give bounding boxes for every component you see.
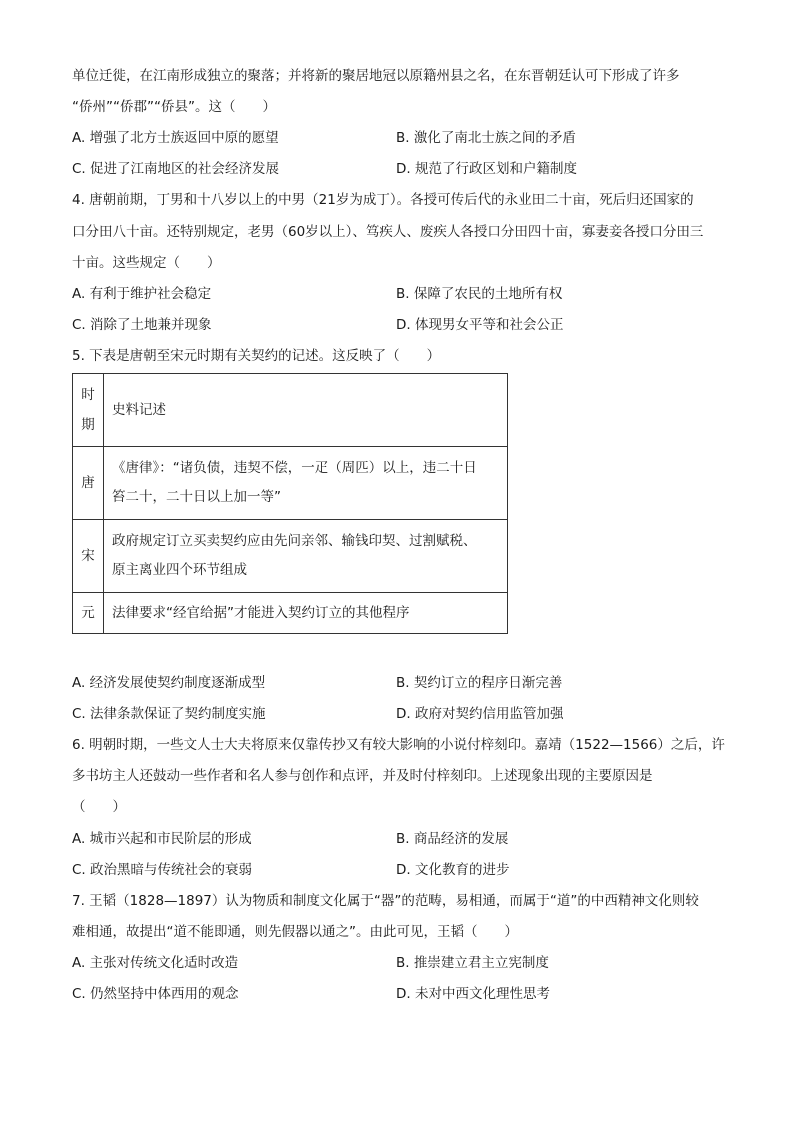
q4-option-b[interactable]: B. 保障了农民的土地所有权 — [396, 286, 563, 302]
q3-option-a[interactable]: A. 增强了北方士族返回中原的愿望 — [72, 130, 279, 146]
table-header-row — [73, 374, 508, 447]
q3-option-c[interactable]: C. 促进了江南地区的社会经济发展 — [72, 161, 280, 177]
q3-stem-line1: 单位迁徙，在江南形成独立的聚落；并将新的聚居地冠以原籍州县之名，在东晋朝廷认可下形成了许多 — [72, 68, 680, 84]
record-cell — [104, 447, 508, 520]
q6-option-d[interactable]: D. 文化教育的进步 — [396, 862, 510, 878]
q4-stem-line1: 4. 唐朝前期，丁男和十八岁以上的中男（21岁为成丁）。各授可传后代的永业田二十亩，死后归还国家的 — [72, 192, 694, 208]
q6-stem-line1: 6. 明朝时期，一些文人士大夫将原来仅靠传抄又有较大影响的小说付梓刻印。嘉靖（1522—1566）之后，许 — [72, 737, 725, 753]
q4-stem-line2: 口分田八十亩。还特别规定，老男（60岁以上）、笃疾人、废疾人各授口分田四十亩，寡妻妾各授口分田三 — [72, 224, 704, 240]
record-cell — [104, 593, 508, 634]
period-cell: 唐 — [73, 447, 104, 520]
q3-option-b[interactable]: B. 激化了南北士族之间的矛盾 — [396, 130, 576, 146]
record-line: 笞二十，二十日以上加一等” — [112, 489, 281, 505]
q4-option-d[interactable]: D. 体现男女平等和社会公正 — [396, 317, 564, 333]
q6-option-c[interactable]: C. 政治黑暗与传统社会的衰弱 — [72, 862, 253, 878]
q6-option-b[interactable]: B. 商品经济的发展 — [396, 831, 509, 847]
q6-option-a[interactable]: A. 城市兴起和市民阶层的形成 — [72, 831, 252, 847]
q6-stem-line2: 多书坊主人还鼓动一些作者和名人参与创作和点评，并及时付梓刻印。上述现象出现的主要原因是 — [72, 768, 653, 784]
q4-stem-line3: 十亩。这些规定（ ） — [72, 255, 221, 271]
period-cell: 元 — [73, 593, 104, 634]
header-period-char: 期 — [81, 417, 95, 433]
header-record-cell: 史料记述 — [104, 374, 508, 447]
q4-option-c[interactable]: C. 消除了土地兼并现象 — [72, 317, 212, 333]
q7-option-c[interactable]: C. 仍然坚持中体西用的观念 — [72, 986, 239, 1002]
q7-stem-line1: 7. 王韬（1828—1897）认为物质和制度文化属于“器”的范畴，易相通，而属于“道”的中西精神文化则较 — [72, 893, 699, 909]
q7-option-b[interactable]: B. 推崇建立君主立宪制度 — [396, 955, 549, 971]
q4-option-a[interactable]: A. 有利于维护社会稳定 — [72, 286, 212, 302]
q7-option-a[interactable]: A. 主张对传统文化适时改造 — [72, 955, 239, 971]
q5-option-d[interactable]: D. 政府对契约信用监管加强 — [396, 706, 564, 722]
q5-stem: 5. 下表是唐朝至宋元时期有关契约的记述。这反映了（ ） — [72, 348, 441, 364]
table-row — [73, 447, 508, 520]
q5-option-a[interactable]: A. 经济发展使契约制度逐渐成型 — [72, 675, 266, 691]
record-line: 政府规定订立买卖契约应由先问亲邻、输钱印契、过割赋税、 — [112, 533, 477, 549]
record-line: 法律要求“经官给据”才能进入契约订立的其他程序 — [112, 604, 410, 621]
q5-option-c[interactable]: C. 法律条款保证了契约制度实施 — [72, 706, 266, 722]
q6-stem-line3: （ ） — [72, 799, 126, 815]
q5-option-b[interactable]: B. 契约订立的程序日渐完善 — [396, 675, 563, 691]
header-period-char: 时 — [81, 387, 95, 403]
record-line: 原主离业四个环节组成 — [112, 562, 247, 578]
table-row — [73, 520, 508, 593]
contract-table — [72, 373, 508, 634]
record-line: 《唐律》：“诸负债，违契不偿，一疋（周匹）以上，违二十日 — [112, 460, 477, 476]
q7-option-d[interactable]: D. 未对中西文化理性思考 — [396, 986, 550, 1002]
period-cell: 宋 — [73, 520, 104, 593]
q3-option-d[interactable]: D. 规范了行政区划和户籍制度 — [396, 161, 577, 177]
q7-stem-line2: 难相通，故提出“道不能即通，则先假器以通之”。由此可见，王韬（ ） — [72, 924, 518, 940]
record-cell — [104, 520, 508, 593]
header-period-cell — [73, 374, 104, 447]
q3-stem-line2: “侨州”“侨郡”“侨县”。这（ ） — [72, 99, 276, 115]
table-row — [73, 593, 508, 634]
